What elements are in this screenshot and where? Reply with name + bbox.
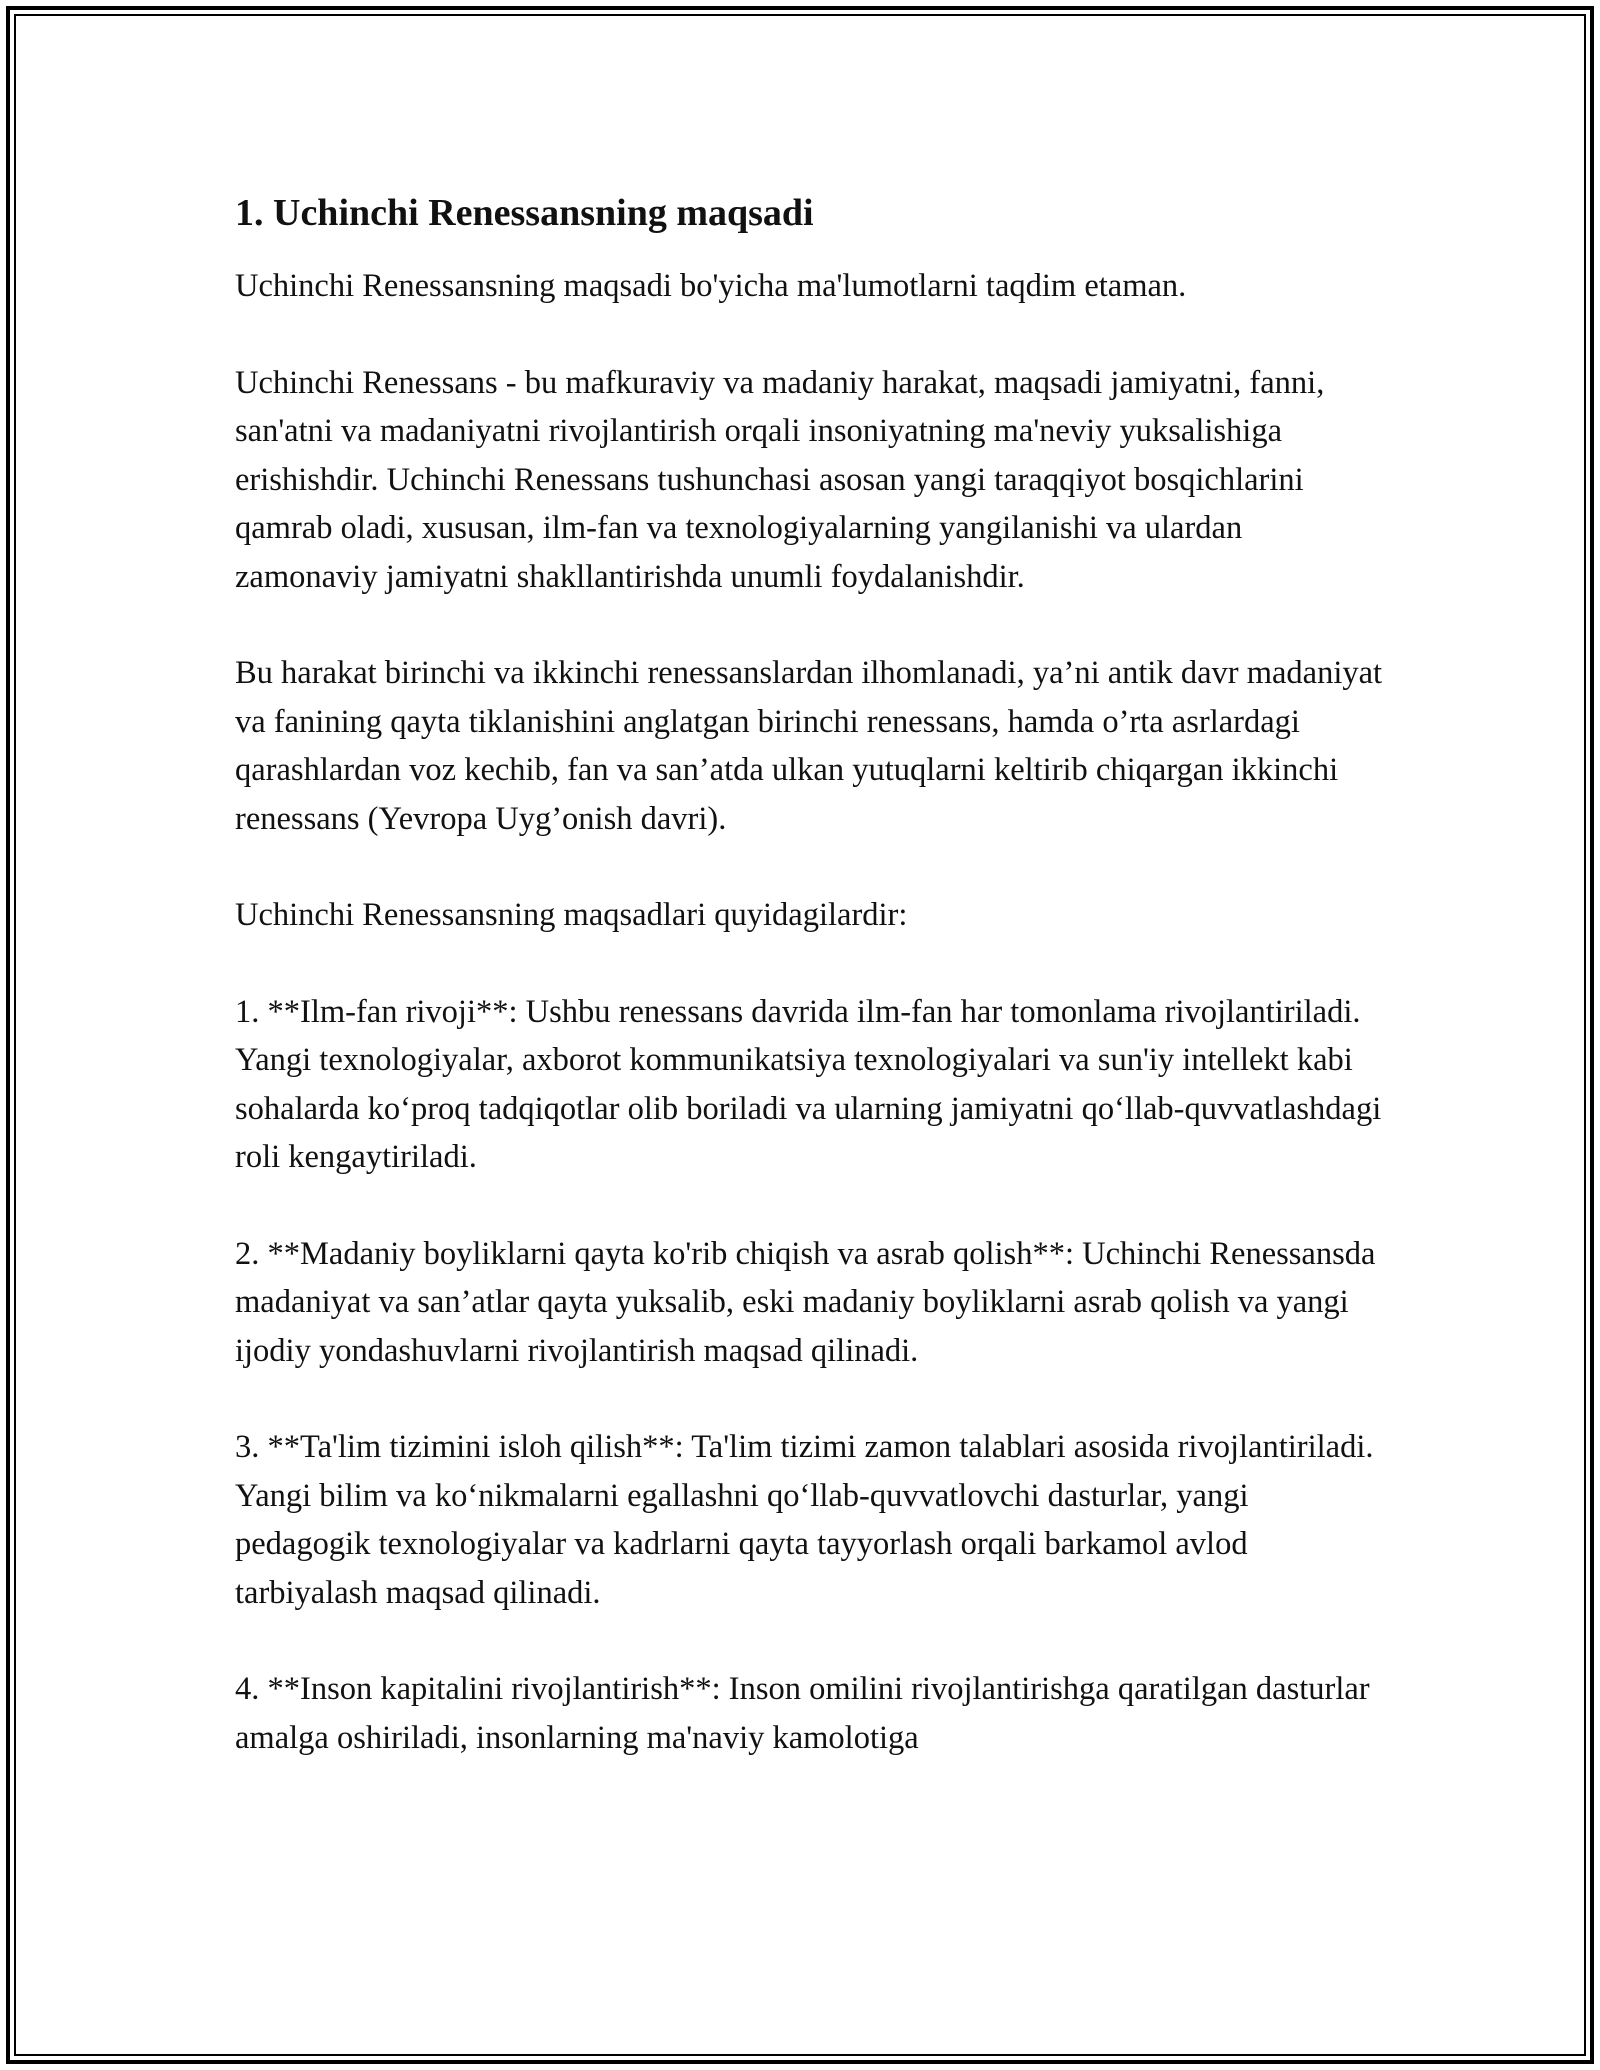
document-page [235, 186, 1385, 1762]
goal-item-science: 1. **Ilm-fan rivoji**: Ushbu renessans davrida ilm-fan har tomonlama rivojlantiriladi. Yangi texnologiyalar, axborot kommunikatsiya texnologiyalari va sun'iy intellekt kabi sohalarda ko‘proq tadqiqotlar olib boriladi va ularning jamiyatni qo‘llab-quvvatlashdagi roli kengaytiriladi. [235, 993, 1382, 1175]
history-paragraph: Bu harakat birinchi va ikkinchi renessanslardan ilhomlanadi, ya’ni antik davr madaniyat va fanining qayta tiklanishini anglatgan birinchi renessans, hamda o’rta asrlardagi qarashlardan voz kechib, fan va san’atda ulkan yutuqlarni keltirib chiqargan ikkinchi renessans (Yevropa Uyg’onish davri). [235, 655, 1383, 837]
goal-item-education: 3. **Ta'lim tizimini isloh qilish**: Ta'lim tizimi zamon talablari asosida rivojlantiriladi. Yangi bilim va ko‘nikmalarni egallashni qo‘llab-quvvatlovchi dasturlar, yangi pedagogik texnologiyalar va kadrlarni qayta tayyorlash orqali barkamol avlod tarbiyalash maqsad qilinadi. [235, 1429, 1374, 1611]
goal-item-human-capital: 4. **Inson kapitalini rivojlantirish**: Inson omilini rivojlantirishga qaratilgan dasturlar amalga oshiriladi, insonlarning ma'naviy kamolotiga [235, 1671, 1370, 1756]
definition-paragraph: Uchinchi Renessans - bu mafkuraviy va madaniy harakat, maqsadi jamiyatni, fanni, san'atni va madaniyatni rivojlantirish orqali insoniyatning ma'neviy yuksalishiga erishishdir. Uchinchi Renessans tushunchasi asosan yangi taraqqiyot bosqichlarini qamrab oladi, xususan, ilm-fan va texnologiyalarning yangilanishi va ulardan zamonaviy jamiyatni shakllantirishda unumli foydalanishdir. [235, 364, 1325, 595]
intro-paragraph: Uchinchi Renessansning maqsadi bo'yicha ma'lumotlarni taqdim etaman. [235, 268, 1187, 304]
goal-item-culture: 2. **Madaniy boyliklarni qayta ko'rib chiqish va asrab qolish**: Uchinchi Renessansda madaniyat va san’atlar qayta yuksalib, eski madaniy boyliklarni asrab qolish va yangi ijodiy yondashuvlarni rivojlantirish maqsad qilinadi. [235, 1235, 1376, 1369]
goals-intro-paragraph: Uchinchi Renessansning maqsadlari quyidagilardir: [235, 897, 908, 933]
document-title: 1. Uchinchi Renessansning maqsadi [235, 192, 814, 234]
